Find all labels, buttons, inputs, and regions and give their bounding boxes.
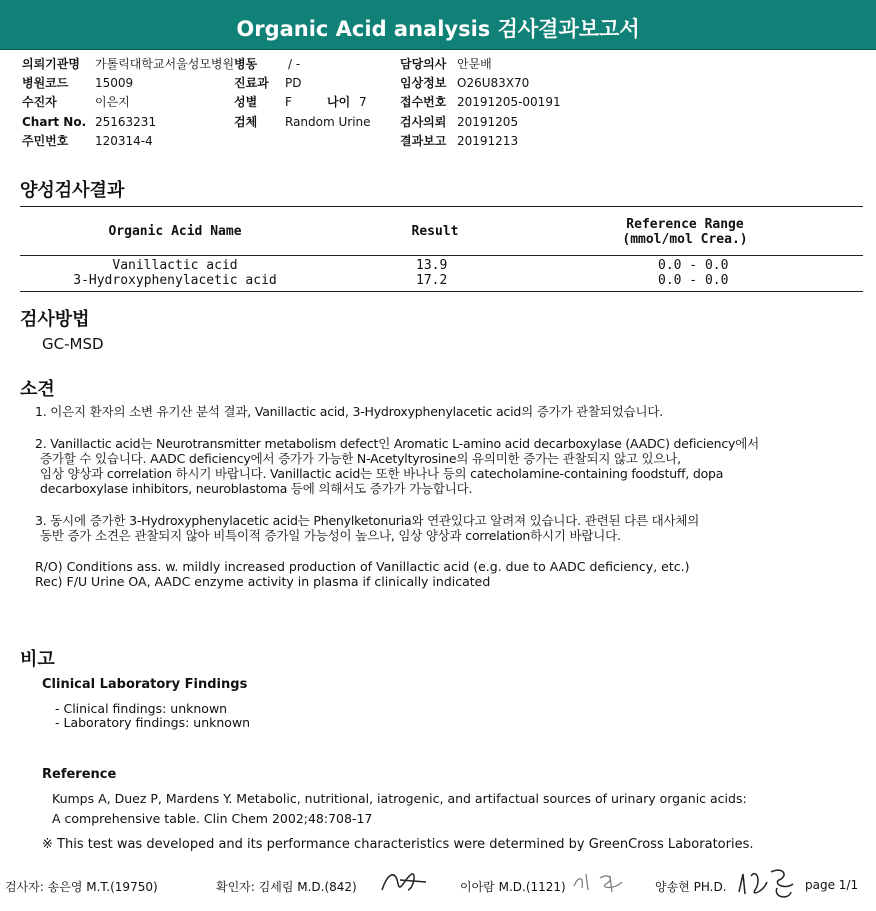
table-header-rule — [20, 255, 863, 256]
result-name: Vanillactic acid — [112, 258, 238, 273]
info-label: 성별 — [234, 95, 258, 109]
report-header — [0, 0, 876, 50]
info-label: 주민번호 — [22, 134, 69, 148]
reference-title: Reference — [42, 767, 117, 782]
info-value: 7 — [359, 95, 367, 109]
info-value: 안문배 — [457, 57, 492, 71]
result-value: 13.9 — [416, 258, 448, 273]
reference-line: Kumps A, Duez P, Mardens Y. Metabolic, nutritional, iatrogenic, and artifactual sources of urinary organic acids: — [52, 791, 747, 806]
info-value: 15009 — [95, 76, 134, 90]
info-label: 병원코드 — [22, 76, 69, 90]
clinical-findings-title: Clinical Laboratory Findings — [42, 677, 248, 692]
opinion-line: 3. 동시에 증가한 3-Hydroxyphenylacetic acid는 Phenylketonuria와 연관있다고 알려져 있습니다. 관련된 다른 대사체의 — [35, 513, 700, 528]
info-value: Random Urine — [285, 115, 371, 129]
doctor2-signature-line: 이아람 M.D.(1121) — [460, 880, 566, 894]
col-header-name: Organic Acid Name — [108, 224, 242, 239]
info-value: 20191205 — [457, 115, 519, 129]
info-value: F — [285, 95, 292, 109]
confirmer-signature-line: 확인자: 김세림 M.D.(842) — [216, 880, 357, 894]
info-value: 20191205-00191 — [457, 95, 561, 109]
opinion-line: 동반 증가 소견은 관찰되지 않아 비특이적 증가일 가능성이 높으나, 임상 양상과 correlation하시기 바랍니다. — [40, 528, 621, 543]
reference-line: A comprehensive table. Clin Chem 2002;48:708-17 — [52, 811, 373, 826]
info-label: 임상정보 — [400, 76, 447, 90]
info-label: 검사의뢰 — [400, 115, 447, 129]
signature-mark-3 — [733, 862, 803, 906]
clinical-finding: - Clinical findings: unknown — [55, 701, 228, 716]
method-title: 검사방법 — [20, 309, 90, 330]
result-name: 3-Hydroxyphenylacetic acid — [73, 273, 277, 288]
col-header-ref-range: Reference Range — [626, 217, 744, 232]
info-value: / - — [288, 57, 301, 71]
laboratory-finding: - Laboratory findings: unknown — [55, 715, 251, 730]
method-value: GC-MSD — [42, 335, 104, 353]
page-number: page 1/1 — [805, 878, 859, 892]
info-label: 의뢰기관명 — [22, 57, 80, 71]
info-label: 담당의사 — [400, 57, 447, 71]
result-value: 17.2 — [416, 273, 448, 288]
info-label: 수진자 — [22, 95, 57, 109]
info-value: 이은지 — [95, 95, 130, 109]
signature-mark-2 — [570, 866, 632, 898]
tester-signature-line: 검사자: 송은영 M.T.(19750) — [5, 880, 158, 894]
signature-mark-1 — [378, 866, 430, 898]
lab-note: ※ This test was developed and its performance characteristics were determined by GreenCross Laboratories. — [42, 837, 754, 852]
table-top-rule — [20, 206, 863, 207]
opinion-title: 소견 — [20, 379, 55, 400]
info-value: 가톨릭대학교서울성모병원 — [95, 57, 235, 71]
info-value: 20191213 — [457, 134, 519, 148]
info-label: 나이 — [327, 95, 351, 109]
opinion-line: 2. Vanillactic acid는 Neurotransmitter metabolism defect인 Aromatic L-amino acid decarboxylase (AADC) deficiency에서 — [35, 436, 759, 451]
info-label: 병동 — [234, 57, 258, 71]
patient-info — [22, 55, 862, 155]
opinion-line: 증가할 수 있습니다. AADC deficiency에서 증가가 가능한 N-Acetyltyrosine의 유의미한 증가는 관찰되지 않고 있으나, — [40, 451, 681, 466]
info-value: O26U83X70 — [457, 76, 530, 90]
col-header-ref-unit: (mmol/mol Crea.) — [622, 232, 748, 247]
remarks-title: 비고 — [20, 649, 55, 670]
info-label: 결과보고 — [400, 134, 447, 148]
table-bottom-rule — [20, 291, 863, 292]
positive-results-title: 양성검사결과 — [20, 180, 125, 201]
info-label: Chart No. — [22, 115, 87, 129]
rule-out-line: R/O) Conditions ass. w. mildly increased production of Vanillactic acid (e.g. due to AADC deficiency, etc.) — [35, 559, 690, 574]
info-label: 검체 — [234, 115, 258, 129]
info-value: 25163231 — [95, 115, 157, 129]
result-ref: 0.0 - 0.0 — [658, 273, 729, 288]
opinion-line: decarboxylase inhibitors, neuroblastoma 등에 의해서도 증가가 가능합니다. — [40, 481, 473, 496]
info-value: 120314-4 — [95, 134, 153, 148]
recommendation-line: Rec) F/U Urine OA, AADC enzyme activity in plasma if clinically indicated — [35, 574, 491, 589]
result-ref: 0.0 - 0.0 — [658, 258, 729, 273]
info-label: 진료과 — [234, 76, 269, 90]
col-header-result: Result — [411, 224, 459, 239]
info-value: PD — [285, 76, 302, 90]
doctor3-signature-line: 양송현 PH.D. — [655, 880, 727, 894]
report-title: Organic Acid analysis 검사결과보고서 — [236, 17, 640, 41]
opinion-paragraph: 1. 이은지 환자의 소변 유기산 분석 결과, Vanillactic acid, 3-Hydroxyphenylacetic acid의 증가가 관찰되었습니다. — [35, 404, 664, 419]
info-label: 접수번호 — [400, 95, 447, 109]
opinion-line: 임상 양상과 correlation 하시기 바랍니다. Vanillactic acid는 또한 바나나 등의 catecholamine-containing foodstuff, dopa — [40, 466, 724, 481]
